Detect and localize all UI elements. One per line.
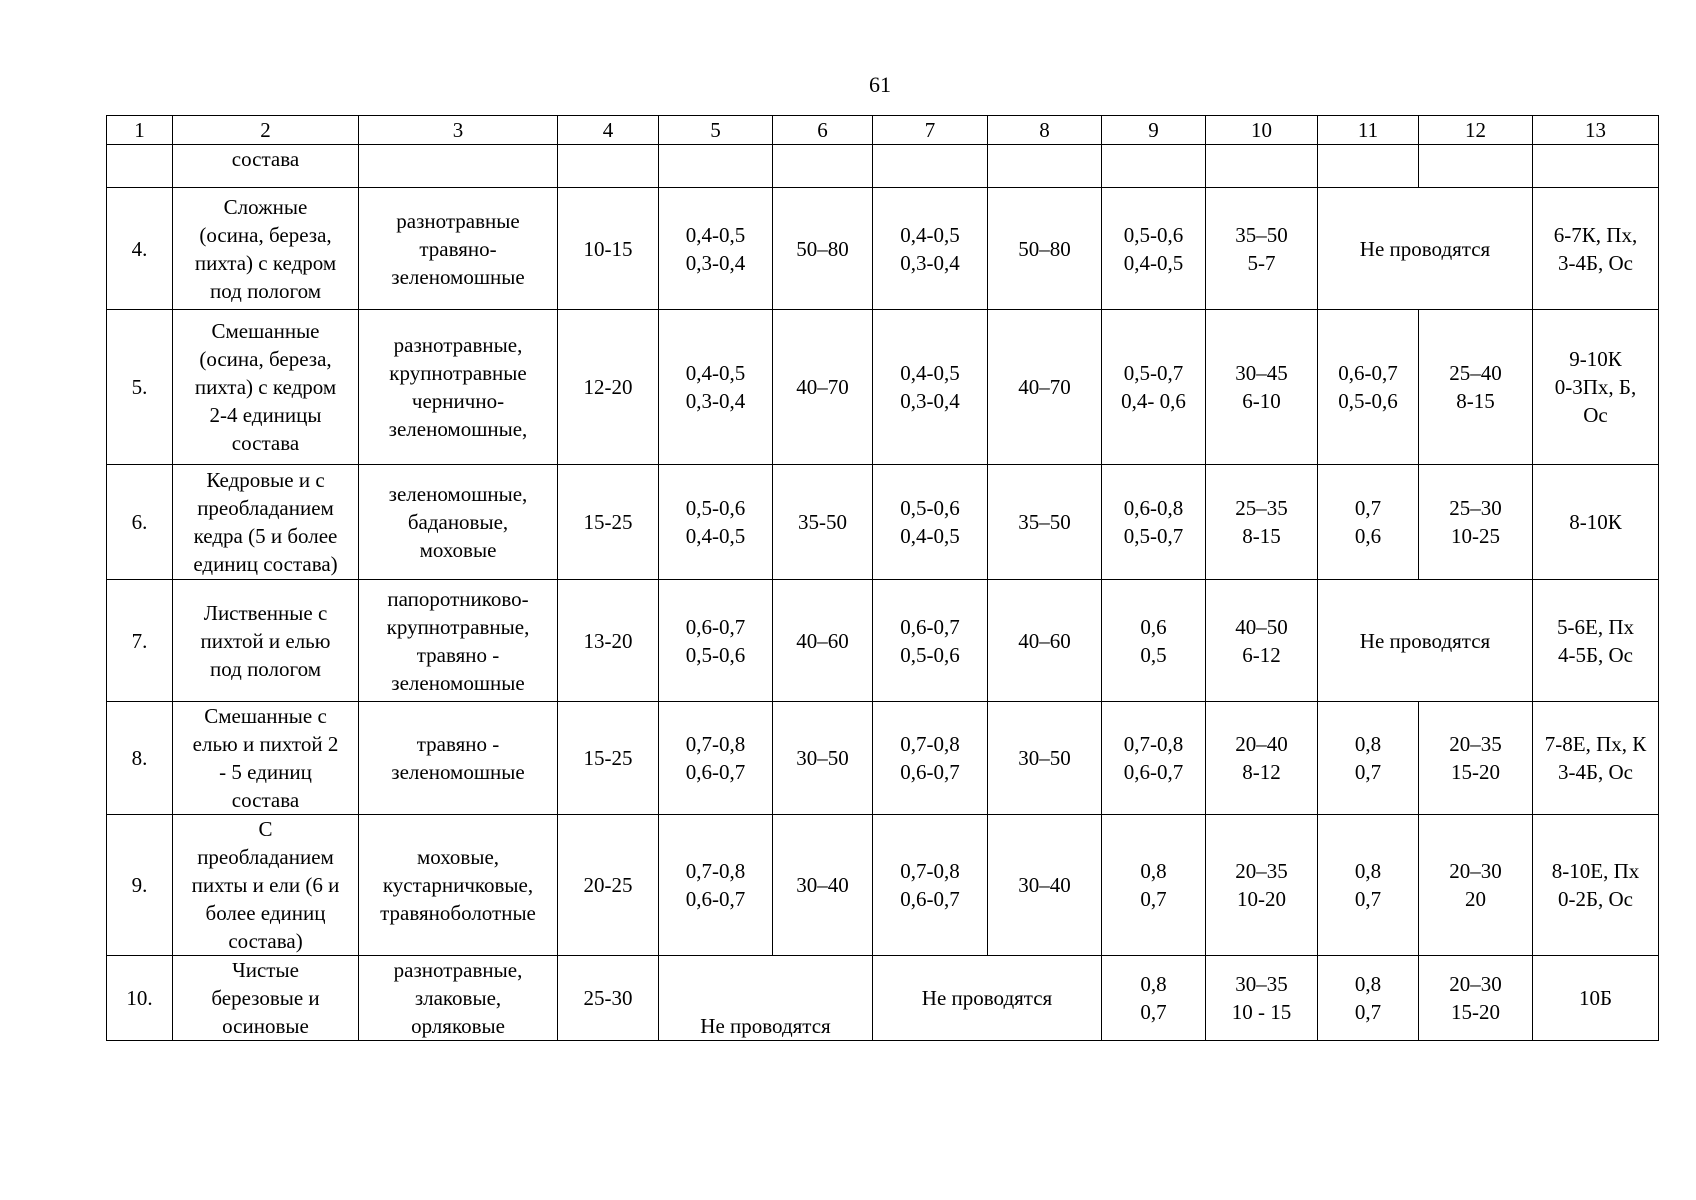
density-value — [1102, 580, 1206, 702]
age-value: 15-25 — [558, 465, 659, 580]
target-composition-line: 5-6Е, Пх — [1557, 614, 1634, 639]
age-value: 12-20 — [558, 310, 659, 465]
density-value — [1102, 465, 1206, 580]
density-value-line: 0,3-0,4 — [900, 389, 960, 413]
density-value-line: 0,3-0,4 — [685, 389, 746, 413]
cont-cell — [359, 145, 558, 188]
cont-cell — [107, 145, 173, 188]
intensity-value-line: 8-15 — [1242, 524, 1281, 548]
intensity-value: 30–40 — [988, 815, 1102, 956]
forest-type-group-line: крупнотравные — [389, 361, 527, 385]
intensity-value-line: 40–50 — [1235, 614, 1288, 639]
row-number: 9. — [107, 815, 173, 956]
stand-type-line: преобладанием — [197, 496, 334, 520]
density-value — [1102, 188, 1206, 310]
target-composition-line: 0-3Пх, Б, — [1554, 375, 1637, 399]
target-composition — [1533, 465, 1659, 580]
forest-type-group — [359, 702, 558, 815]
forest-type-group — [359, 310, 558, 465]
intensity-value: 40–60 — [988, 580, 1102, 702]
intensity-value-line: 20–30 — [1449, 859, 1502, 883]
intensity-value-line: 8-15 — [1456, 389, 1495, 413]
column-header-10: 10 — [1206, 116, 1318, 145]
intensity-value — [1419, 702, 1533, 815]
intensity-value — [1206, 465, 1318, 580]
stand-type-line: пихтой и елью — [200, 628, 331, 653]
density-value-line: 0,4-0,5 — [900, 524, 960, 548]
not-conducted: Не проводятся — [1318, 580, 1533, 702]
cont-cell — [1533, 145, 1659, 188]
column-header-6: 6 — [773, 116, 873, 145]
density-value-line: 0,5-0,7 — [1123, 361, 1184, 385]
density-value-line: 0,6-0,7 — [1338, 361, 1398, 385]
table-row — [107, 310, 1659, 465]
stand-type-line: преобладанием — [197, 845, 334, 869]
forest-type-group — [359, 956, 558, 1041]
density-value-line: 0,8 — [1354, 732, 1382, 756]
stand-type-line: кедра (5 и более — [193, 524, 338, 548]
density-value — [1318, 956, 1419, 1041]
intensity-value: 30–50 — [773, 702, 873, 815]
stand-type-line: пихта) с кедром — [194, 375, 337, 399]
stand-type — [173, 465, 359, 580]
stand-type-line: 2-4 единицы — [209, 403, 322, 427]
density-value-line: 0,7 — [1354, 887, 1382, 911]
forestry-table — [106, 115, 1659, 1041]
target-composition — [1533, 580, 1659, 702]
target-composition-line: 3-4Б, Ос — [1557, 760, 1634, 784]
intensity-value — [1206, 815, 1318, 956]
density-value — [1102, 956, 1206, 1041]
stand-type-line: под пологом — [210, 278, 321, 303]
intensity-value-line: 10 - 15 — [1231, 1000, 1292, 1024]
forest-type-group-line: травяно- — [419, 236, 497, 261]
stand-type-line: Лиственные с — [203, 600, 328, 625]
density-value-line: 0,7 — [1354, 496, 1382, 520]
age-value: 25-30 — [558, 956, 659, 1041]
density-value-line: 0,4-0,5 — [900, 222, 960, 247]
stand-type — [173, 310, 359, 465]
target-composition-line: 3-4Б, Ос — [1557, 250, 1634, 275]
intensity-value-line: 15-20 — [1451, 1000, 1500, 1024]
column-header-3: 3 — [359, 116, 558, 145]
density-value-line: 0,7 — [1354, 1000, 1382, 1024]
density-value-line: 0,6-0,7 — [685, 760, 746, 784]
forest-type-group-line: бадановые, — [407, 510, 509, 534]
density-value-line: 0,7 — [1140, 1000, 1167, 1024]
density-value-line: 0,4-0,5 — [685, 222, 746, 247]
intensity-value-line: 35–50 — [1235, 222, 1288, 247]
table-row — [107, 580, 1659, 702]
cont-cell — [773, 145, 873, 188]
density-value-line: 0,8 — [1140, 859, 1167, 883]
forest-type-group-line: злаковые, — [414, 986, 502, 1010]
forest-type-group-line: разнотравные, — [393, 958, 523, 982]
density-value — [873, 815, 988, 956]
intensity-value-line: 20–30 — [1449, 972, 1502, 996]
cont-cell — [1318, 145, 1419, 188]
column-header-13: 13 — [1533, 116, 1659, 145]
stand-type-line: состава) — [228, 929, 303, 953]
density-value-line: 0,6 — [1354, 524, 1382, 548]
intensity-value-line: 5-7 — [1247, 250, 1276, 275]
density-value-line: 0,6-0,7 — [685, 887, 746, 911]
stand-type — [173, 815, 359, 956]
target-composition-line: 10Б — [1578, 986, 1613, 1010]
column-header-8: 8 — [988, 116, 1102, 145]
stand-type-line: - 5 единиц — [219, 760, 312, 784]
intensity-value: 35-50 — [773, 465, 873, 580]
stand-type-line: (осина, береза, — [199, 222, 332, 247]
stand-type-line: состава — [231, 431, 300, 455]
forest-type-group-line: разнотравные, — [393, 333, 523, 357]
density-value — [1318, 465, 1419, 580]
intensity-value: 50–80 — [773, 188, 873, 310]
stand-type-line: Кедровые и с — [206, 468, 325, 492]
intensity-value-line: 10-20 — [1237, 887, 1286, 911]
forest-type-group — [359, 465, 558, 580]
density-value-line: 0,4-0,5 — [685, 524, 746, 548]
forest-type-group — [359, 815, 558, 956]
header-row — [107, 116, 1659, 145]
density-value-line: 0,5-0,6 — [685, 496, 746, 520]
target-composition-line: 0-2Б, Ос — [1557, 887, 1634, 911]
intensity-value-line: 20–35 — [1449, 732, 1502, 756]
intensity-value — [1419, 465, 1533, 580]
intensity-value-line: 30–45 — [1235, 361, 1288, 385]
intensity-value: 35–50 — [988, 465, 1102, 580]
density-value-line: 0,6-0,7 — [900, 887, 960, 911]
intensity-value-line: 15-20 — [1451, 760, 1500, 784]
density-value-line: 0,7-0,8 — [685, 732, 746, 756]
column-header-7: 7 — [873, 116, 988, 145]
stand-type-line: С — [258, 817, 273, 841]
row-number: 7. — [107, 580, 173, 702]
column-header-1: 1 — [107, 116, 173, 145]
intensity-value — [1206, 702, 1318, 815]
continuation-row — [107, 145, 1659, 188]
density-value-line: 0,8 — [1354, 859, 1382, 883]
density-value-line: 0,7 — [1140, 887, 1167, 911]
density-value — [659, 580, 773, 702]
density-value — [1318, 702, 1419, 815]
intensity-value-line: 8-12 — [1242, 760, 1281, 784]
density-value-line: 0,4-0,5 — [1123, 250, 1184, 275]
density-value — [659, 310, 773, 465]
target-composition — [1533, 815, 1659, 956]
density-value — [1318, 310, 1419, 465]
stand-type-line: Чистые — [232, 958, 299, 982]
stand-type — [173, 188, 359, 310]
table-row — [107, 956, 1659, 1041]
density-value-line: 0,5-0,6 — [900, 642, 960, 667]
age-value: 10-15 — [558, 188, 659, 310]
density-value-line: 0,5-0,7 — [1123, 524, 1184, 548]
table-row — [107, 188, 1659, 310]
density-value-line: 0,6 — [1140, 614, 1167, 639]
column-header-11: 11 — [1318, 116, 1419, 145]
density-value-line: 0,5-0,6 — [1123, 222, 1184, 247]
cont-cell — [659, 145, 773, 188]
intensity-value — [1206, 310, 1318, 465]
intensity-value-line: 25–40 — [1449, 361, 1502, 385]
forest-type-group — [359, 188, 558, 310]
forest-type-group-line: зеленомошные, — [388, 482, 528, 506]
row-number: 5. — [107, 310, 173, 465]
age-value: 20-25 — [558, 815, 659, 956]
intensity-value-line: 20–35 — [1235, 859, 1288, 883]
intensity-value: 40–70 — [773, 310, 873, 465]
intensity-value — [1206, 956, 1318, 1041]
column-header-5: 5 — [659, 116, 773, 145]
forest-type-group-line: травяно - — [416, 732, 500, 756]
density-value — [873, 310, 988, 465]
density-value-line: 0,8 — [1140, 972, 1167, 996]
density-value-line: 0,6-0,7 — [685, 614, 746, 639]
density-value — [1102, 310, 1206, 465]
not-conducted: Не проводятся — [659, 956, 873, 1041]
forest-type-group-line: зеленомошные — [391, 760, 525, 784]
intensity-value-line: 25–30 — [1449, 496, 1502, 520]
forest-type-group-line: крупнотравные, — [386, 614, 530, 639]
intensity-value-line: 10-25 — [1451, 524, 1500, 548]
density-value — [659, 702, 773, 815]
target-composition-line: Ос — [1583, 403, 1608, 427]
forest-type-group — [359, 580, 558, 702]
stand-type-line: под пологом — [210, 656, 321, 681]
density-value — [659, 465, 773, 580]
intensity-value — [1419, 310, 1533, 465]
intensity-value-line: 30–35 — [1235, 972, 1288, 996]
density-value — [659, 815, 773, 956]
density-value-line: 0,7-0,8 — [900, 859, 960, 883]
forest-type-group-line: моховые — [419, 538, 497, 562]
stand-type-line: осиновые — [222, 1014, 309, 1038]
target-composition — [1533, 188, 1659, 310]
table-row — [107, 815, 1659, 956]
intensity-value — [1206, 188, 1318, 310]
stand-type-line: состава — [231, 788, 300, 812]
intensity-value: 30–50 — [988, 702, 1102, 815]
stand-type-line: елью и пихтой 2 — [192, 732, 339, 756]
density-value-line: 0,4- 0,6 — [1121, 389, 1186, 413]
table-row — [107, 465, 1659, 580]
density-value-line: 0,5-0,6 — [1338, 389, 1398, 413]
density-value — [659, 188, 773, 310]
forest-type-group-line: моховые, — [416, 845, 500, 869]
column-header-4: 4 — [558, 116, 659, 145]
density-value-line: 0,5-0,6 — [685, 642, 746, 667]
density-value-line: 0,6-0,7 — [900, 760, 960, 784]
forest-type-group-line: травяно - — [416, 642, 500, 667]
stand-type — [173, 702, 359, 815]
density-value-line: 0,3-0,4 — [900, 250, 960, 275]
intensity-value — [1419, 815, 1533, 956]
forest-type-group-line: орляковые — [411, 1014, 505, 1038]
intensity-value — [1206, 580, 1318, 702]
page-number: 61 — [869, 72, 891, 97]
cont-cell — [873, 145, 988, 188]
forest-type-group-line: зеленомошные, — [388, 417, 528, 441]
density-value — [1318, 815, 1419, 956]
density-value-line: 0,7-0,8 — [685, 859, 746, 883]
stand-type-line: Смешанные — [211, 319, 320, 343]
density-value — [873, 188, 988, 310]
intensity-value: 50–80 — [988, 188, 1102, 310]
target-composition-line: 8-10К — [1569, 510, 1622, 534]
stand-type — [173, 580, 359, 702]
row-number: 8. — [107, 702, 173, 815]
target-composition-line: 7-8Е, Пх, К — [1544, 732, 1647, 756]
stand-type-line: пихты и ели (6 и — [191, 873, 340, 897]
stand-type-line: Сложные — [223, 194, 308, 219]
intensity-value — [1419, 956, 1533, 1041]
intensity-value-line: 20–40 — [1235, 732, 1288, 756]
intensity-value-line: 20 — [1465, 887, 1486, 911]
age-value: 15-25 — [558, 702, 659, 815]
density-value-line: 0,6-0,7 — [900, 614, 960, 639]
density-value — [873, 702, 988, 815]
target-composition — [1533, 310, 1659, 465]
forest-type-group-line: разнотравные — [396, 208, 520, 233]
cont-cell — [558, 145, 659, 188]
density-value-line: 0,7-0,8 — [900, 732, 960, 756]
cont-cell — [1419, 145, 1533, 188]
cont-composition: состава — [173, 145, 359, 188]
target-composition — [1533, 702, 1659, 815]
age-value: 13-20 — [558, 580, 659, 702]
forest-type-group-line: травяноболотные — [380, 901, 536, 925]
density-value — [1102, 702, 1206, 815]
stand-type-line: пихта) с кедром — [194, 250, 337, 275]
density-value — [873, 465, 988, 580]
density-value — [873, 580, 988, 702]
density-value-line: 0,7 — [1354, 760, 1382, 784]
target-composition — [1533, 956, 1659, 1041]
stand-type — [173, 956, 359, 1041]
column-header-12: 12 — [1419, 116, 1533, 145]
intensity-value: 30–40 — [773, 815, 873, 956]
density-value-line: 0,6-0,7 — [1123, 760, 1184, 784]
stand-type-line: единиц состава) — [193, 552, 338, 576]
target-composition-line: 9-10К — [1569, 347, 1622, 371]
not-conducted: Не проводятся — [1318, 188, 1533, 310]
intensity-value-line: 25–35 — [1235, 496, 1288, 520]
stand-type-line: более единиц — [205, 901, 326, 925]
intensity-value: 40–70 — [988, 310, 1102, 465]
density-value-line: 0,4-0,5 — [685, 361, 746, 385]
target-composition-line: 6-7К, Пх, — [1553, 222, 1638, 247]
density-value-line: 0,5 — [1140, 642, 1167, 667]
not-conducted: Не проводятся — [873, 956, 1102, 1041]
density-value-line: 0,6-0,8 — [1123, 496, 1184, 520]
density-value-line: 0,5-0,6 — [900, 496, 960, 520]
forest-type-group-line: чернично- — [411, 389, 505, 413]
cont-cell — [1206, 145, 1318, 188]
forest-type-group-line: кустарничковые, — [382, 873, 534, 897]
intensity-value: 40–60 — [773, 580, 873, 702]
cont-cell — [1102, 145, 1206, 188]
forest-type-group-line: зеленомошные — [391, 264, 525, 289]
density-value — [1102, 815, 1206, 956]
density-value-line: 0,8 — [1354, 972, 1382, 996]
stand-type-line: Смешанные с — [204, 704, 327, 728]
target-composition-line: 8-10Е, Пх — [1551, 859, 1640, 883]
density-value-line: 0,7-0,8 — [1123, 732, 1184, 756]
table-row — [107, 702, 1659, 815]
column-header-2: 2 — [173, 116, 359, 145]
intensity-value-line: 6-12 — [1242, 642, 1281, 667]
density-value-line: 0,3-0,4 — [685, 250, 746, 275]
intensity-value-line: 6-10 — [1242, 389, 1281, 413]
stand-type-line: березовые и — [211, 986, 320, 1010]
forest-type-group-line: папоротниково- — [387, 586, 529, 611]
cont-cell — [988, 145, 1102, 188]
row-number: 6. — [107, 465, 173, 580]
density-value-line: 0,4-0,5 — [900, 361, 960, 385]
column-header-9: 9 — [1102, 116, 1206, 145]
stand-type-line: (осина, береза, — [199, 347, 332, 371]
forest-type-group-line: зеленомошные — [391, 670, 525, 695]
target-composition-line: 4-5Б, Ос — [1557, 642, 1634, 667]
row-number: 4. — [107, 188, 173, 310]
row-number: 10. — [107, 956, 173, 1041]
